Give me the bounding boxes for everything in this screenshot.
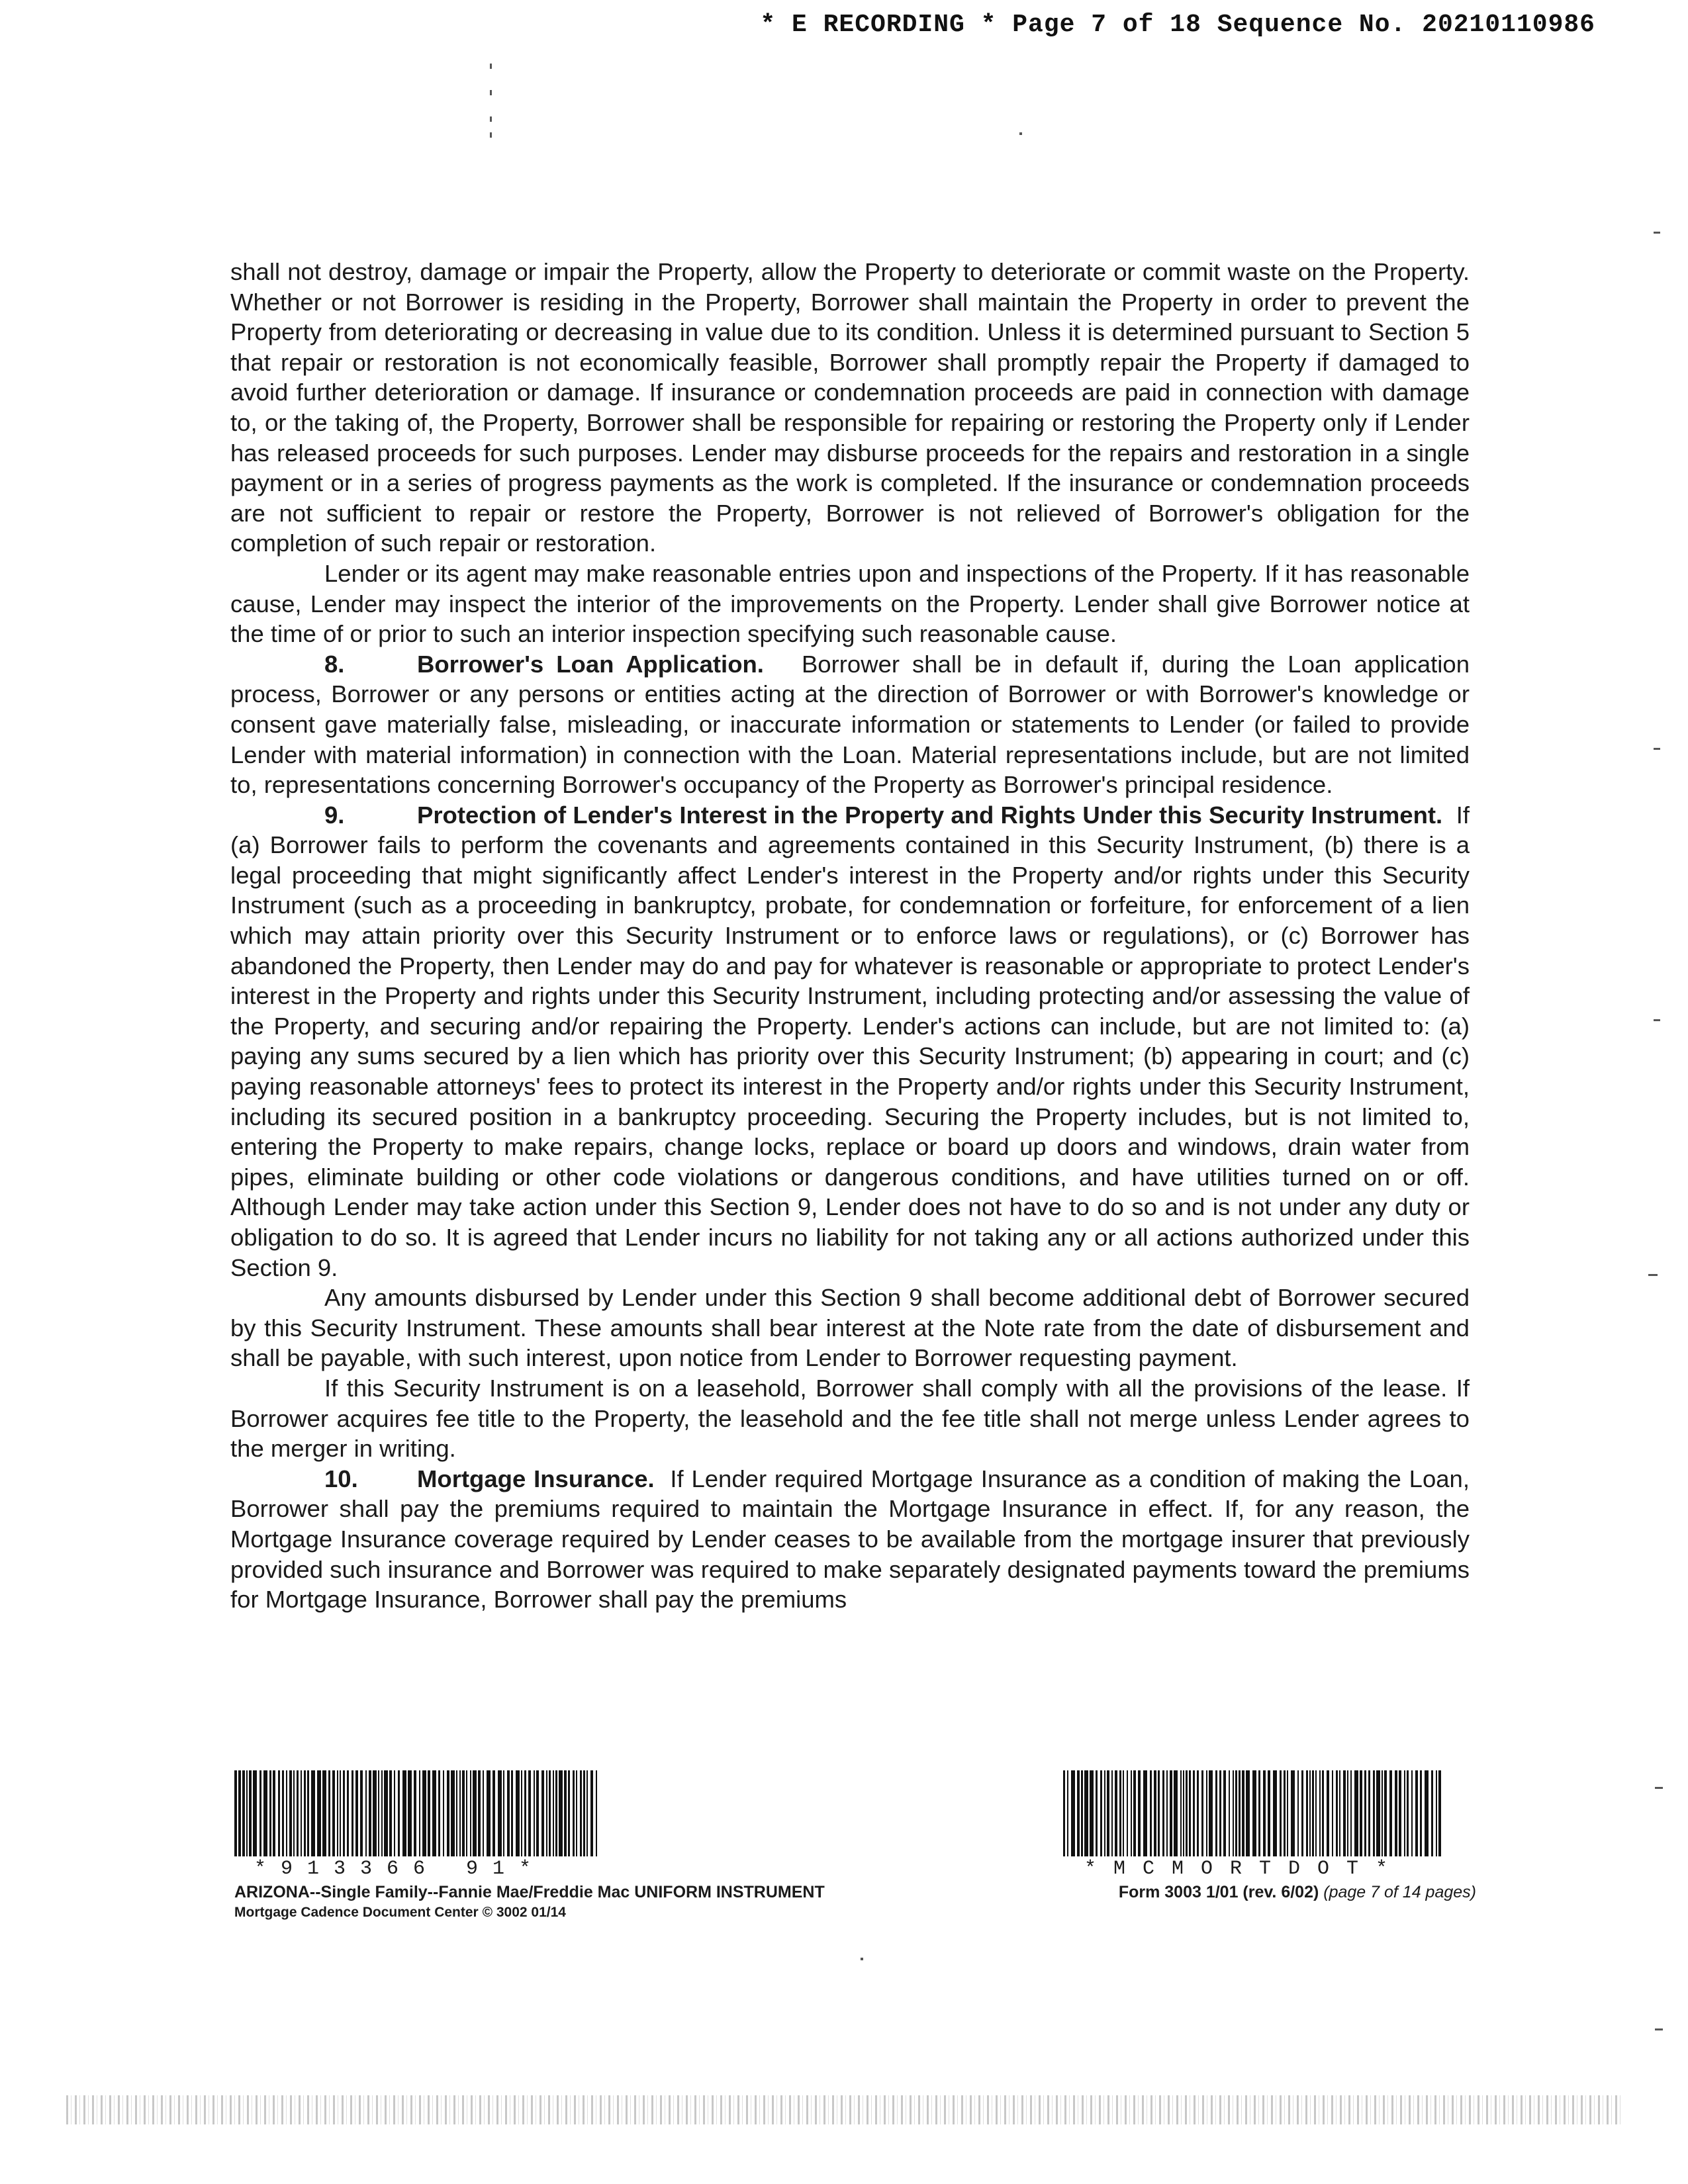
section-9-number: 9. [324, 801, 345, 829]
scan-speck [490, 132, 492, 138]
section-9-title: Protection of Lender's Interest in the Property and Rights Under this Security Instrument. [417, 801, 1443, 829]
section-8-title: Borrower's Loan Application. [417, 650, 764, 678]
section-10 [230, 1464, 1470, 1615]
scan-speck [861, 1958, 863, 1960]
section-10-number: 10. [324, 1465, 358, 1492]
barcode-gap [1441, 1770, 1443, 1856]
scan-speck [490, 64, 492, 69]
scan-speck [1019, 132, 1022, 135]
section-9 [230, 800, 1470, 1283]
scan-speck [1655, 1787, 1663, 1789]
scan-speck [1654, 1019, 1660, 1021]
barcode-left-text: *913366 91* [254, 1858, 546, 1880]
barcode-right [1063, 1770, 1447, 1856]
barcode-left [234, 1770, 605, 1856]
scan-speck [1648, 1274, 1658, 1276]
section-8-number: 8. [324, 650, 345, 678]
paragraph-property-maintenance: shall not destroy, damage or impair the Property, allow the Property to deteriorate or commit waste on the Property. Whether or not Borrower is residing in the Property, Borrower shall maintain the Property in order to prevent the Property from deteriorating or decreasing in value due to its condition. Unless it is determined pursuant to Section 5 that repair or restoration is not economically feasible, Borrower shall promptly repair the Property if damaged to avoid further deterioration or damage. If insurance or condemnation proceeds are paid in connection with damage to, or the taking of, the Property, Borrower shall be responsible for repairing or restoring the Property only if Lender has released proceeds for such purposes. Lender may disburse proceeds for the repairs and restoration in a single payment or in a series of progress payments as the work is completed. If the insurance or condemnation proceeds are not sufficient to repair or restore the Property, Borrower is not relieved of Borrower's obligation for the completion of such repair or restoration. [230, 258, 1470, 557]
form-vendor: Mortgage Cadence Document Center © 3002 01/14 [234, 1905, 566, 1920]
section-8-text: Borrower shall be in default if, during the Loan application process, Borrower or any persons or entities acting at the direction of Borrower or with Borrower's knowledge or consent gave materially false, misleading, or inaccurate information or statements to Lender (or failed to provide Lender with material information) in connection with the Loan. Material representations include, but are not limited to, representations concerning Borrower's occupancy of the Property as Borrower's principal residence. [230, 650, 1470, 799]
footer-right [1053, 1770, 1476, 1902]
scan-speck [1654, 232, 1660, 234]
scan-speck [1655, 2028, 1663, 2030]
document-body [230, 257, 1470, 1615]
paragraph-leasehold: If this Security Instrument is on a leasehold, Borrower shall comply with all the provisions of the lease. If Borrower acquires fee title to the Property, the leasehold and the fee title shall not merge unless Lender agrees to the merger in writing. [230, 1374, 1470, 1463]
footer-left [234, 1770, 896, 1921]
paragraph-inspection: Lender or its agent may make reasonable entries upon and inspections of the Property. If it has reasonable cause, Lender may inspect the interior of the improvements on the Property. Lender shall give Borrower notice at the time of or prior to such an interior inspection specifying such reasonable cause. [230, 559, 1470, 648]
scan-noise-strip [66, 2095, 1622, 2124]
page-count: (page 7 of 14 pages) [1323, 1883, 1476, 1901]
form-title: ARIZONA--Single Family--Fannie Mae/Freddie Mac UNIFORM INSTRUMENT [234, 1883, 825, 1901]
barcode-right-text: *MCMORTDOT* [1084, 1858, 1405, 1880]
scan-speck [490, 90, 492, 95]
section-8 [230, 649, 1470, 800]
recording-header: * E RECORDING * Page 7 of 18 Sequence No. 20210110986 [760, 11, 1595, 39]
section-10-text: If Lender required Mortgage Insurance as a condition of making the Loan, Borrower shall pay the premiums required to maintain the Mortgage Insurance in effect. If, for any reason, the Mortgage Insurance coverage required by Lender ceases to be available from the mortgage insurer that previously provided such insurance and Borrower was required to make separately designated payments toward the premiums for Mortgage Insurance, Borrower shall pay the premiums [230, 1465, 1470, 1614]
barcode-gap [597, 1770, 600, 1856]
section-9-text: If (a) Borrower fails to perform the covenants and agreements contained in this Security Instrument, (b) there is a legal proceeding that might significantly affect Lender's interest in the Property and/or rights under this Security Instrument (such as a proceeding in bankruptcy, probate, for condemnation or forfeiture, for enforcement of a lien which may attain priority over this Security Instrument or to enforce laws or regulations), or (c) Borrower has abandoned the Property, then Lender may do and pay for whatever is reasonable or appropriate to protect Lender's interest in the Property and rights under this Security Instrument, including protecting and/or assessing the value of the Property, and securing and/or repairing the Property. Lender's actions can include, but are not limited to: (a) paying any sums secured by a lien which has priority over this Security Instrument; (b) appearing in court; and (c) paying reasonable attorneys' fees to protect its interest in the Property and/or rights under this Security Instrument, including its secured position in a bankruptcy proceeding. Securing the Property includes, but is not limited to, entering the Property to make repairs, change locks, replace or board up doors and windows, drain water from pipes, eliminate building or other code violations or dangerous conditions, and have utilities turned on or off. Although Lender may take action under this Section 9, Lender does not have to do so and is not under any duty or obligation to do so. It is agreed that Lender incurs no liability for not taking any or all actions authorized under this Section 9. [230, 801, 1470, 1281]
form-number-text: Form 3003 1/01 (rev. 6/02) [1118, 1883, 1319, 1901]
scan-speck [1654, 748, 1660, 750]
scan-speck [490, 116, 492, 122]
paragraph-amounts-disbursed: Any amounts disbursed by Lender under this Section 9 shall become additional debt of Borrower secured by this Security Instrument. These amounts shall bear interest at the Note rate from the date of disbursement and shall be payable, with such interest, upon notice from Lender to Borrower requesting payment. [230, 1284, 1470, 1372]
form-number [1053, 1883, 1476, 1902]
section-10-title: Mortgage Insurance. [417, 1465, 655, 1492]
